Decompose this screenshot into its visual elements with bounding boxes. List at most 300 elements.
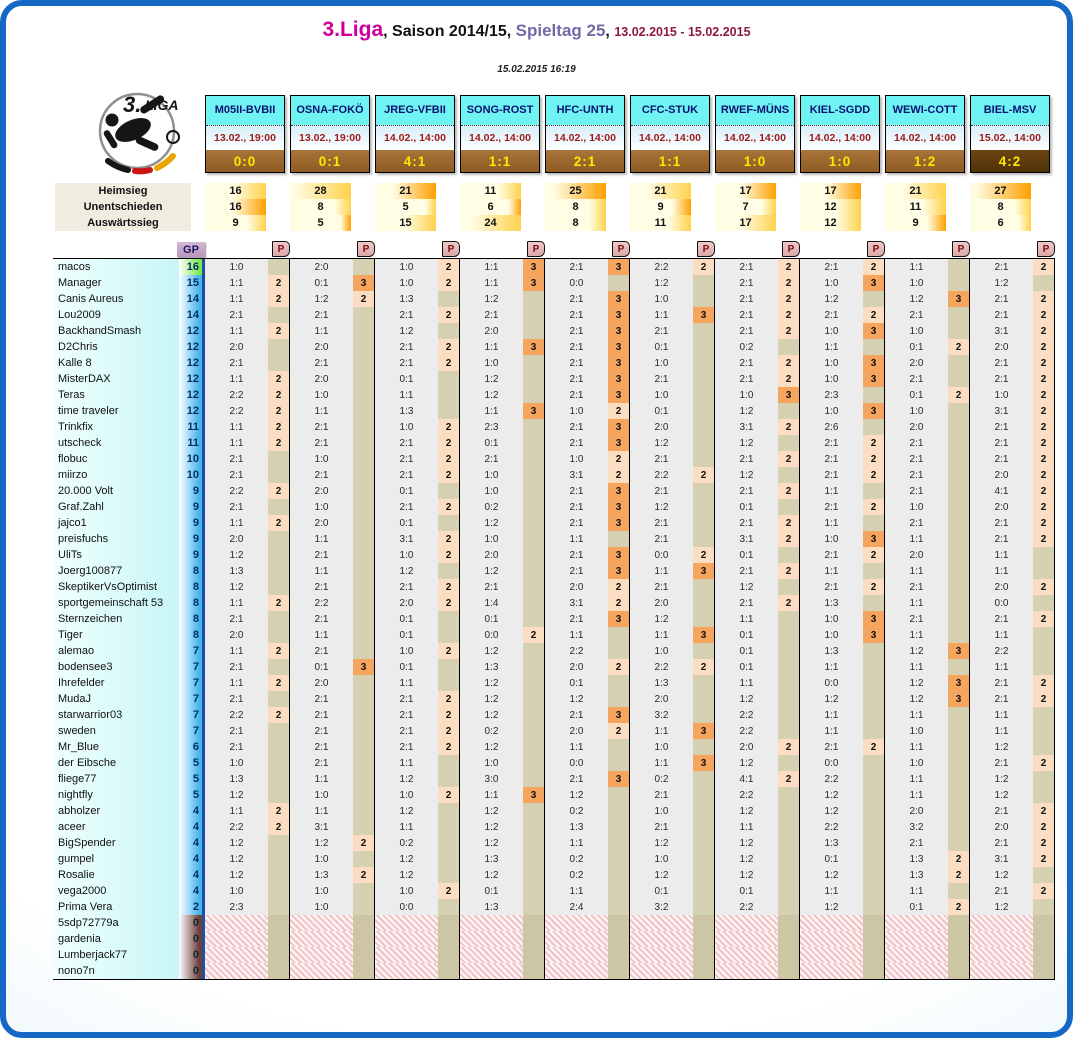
prediction-cell: 1:1	[885, 707, 948, 723]
points-cell: 3	[608, 307, 630, 323]
prediction-cell: 1:2	[715, 435, 778, 451]
points-cell	[268, 787, 290, 803]
prediction-cell-empty	[970, 931, 1033, 947]
prediction-cell: 1:2	[375, 323, 438, 339]
title-league: 3.Liga	[322, 18, 384, 41]
prediction-cell-empty	[545, 947, 608, 963]
points-cell-empty	[438, 963, 460, 979]
points-cell	[693, 435, 715, 451]
match-kickoff: 14.02., 14:00	[376, 125, 454, 151]
player-total-points: 9	[179, 483, 205, 499]
points-cell	[438, 835, 460, 851]
match-name: CFC-STUK	[631, 96, 709, 125]
prediction-cell: 2:1	[545, 291, 608, 307]
stat-count: 8	[290, 199, 351, 215]
points-cell-empty	[693, 915, 715, 931]
points-cell: 2	[268, 819, 290, 835]
points-cell	[268, 531, 290, 547]
points-cell: 2	[1033, 611, 1055, 627]
points-cell	[353, 819, 375, 835]
points-cell-empty	[608, 963, 630, 979]
player-name: vega2000	[53, 883, 179, 899]
player-total-points: 6	[179, 739, 205, 755]
prediction-cell: 2:2	[290, 595, 353, 611]
prediction-cell: 1:0	[375, 259, 438, 275]
points-cell	[778, 707, 800, 723]
points-cell	[523, 899, 545, 915]
prediction-cell: 1:3	[375, 403, 438, 419]
prediction-cell: 2:1	[375, 739, 438, 755]
points-column-header: P	[867, 241, 885, 257]
player-name: MudaJ	[53, 691, 179, 707]
stat-count: 8	[970, 199, 1031, 215]
prediction-cell: 1:0	[800, 323, 863, 339]
player-name: Tiger	[53, 627, 179, 643]
prediction-cell: 1:1	[715, 675, 778, 691]
points-cell: 2	[268, 707, 290, 723]
prediction-cell: 1:1	[460, 403, 523, 419]
player-total-points: 7	[179, 659, 205, 675]
points-cell	[268, 771, 290, 787]
points-cell	[438, 323, 460, 339]
prediction-cell: 1:0	[375, 787, 438, 803]
player-total-points: 10	[179, 467, 205, 483]
points-column-header: P	[1037, 241, 1055, 257]
prediction-cell: 1:1	[885, 659, 948, 675]
prediction-cell: 1:0	[630, 803, 693, 819]
prediction-cell: 1:2	[970, 867, 1033, 883]
points-cell: 3	[608, 483, 630, 499]
match-name: BIEL-MSV	[971, 96, 1049, 125]
points-cell-empty	[523, 947, 545, 963]
prediction-cell: 2:0	[970, 819, 1033, 835]
points-cell	[438, 819, 460, 835]
points-cell: 2	[438, 451, 460, 467]
points-cell	[1033, 867, 1055, 883]
prediction-cell: 1:0	[290, 387, 353, 403]
points-cell	[948, 739, 970, 755]
points-cell: 2	[438, 739, 460, 755]
prediction-cell: 1:1	[205, 419, 268, 435]
points-cell	[1033, 787, 1055, 803]
player-name: Sternzeichen	[53, 611, 179, 627]
points-cell: 3	[778, 387, 800, 403]
points-cell	[608, 675, 630, 691]
stat-count: 8	[545, 199, 606, 215]
points-cell	[523, 819, 545, 835]
player-name: bodensee3	[53, 659, 179, 675]
points-cell: 2	[863, 259, 885, 275]
points-cell	[438, 627, 460, 643]
points-cell	[693, 355, 715, 371]
prediction-cell: 1:2	[715, 851, 778, 867]
prediction-cell: 3:1	[970, 403, 1033, 419]
points-cell: 3	[863, 371, 885, 387]
prediction-cell: 2:1	[290, 739, 353, 755]
prediction-cell: 2:2	[205, 483, 268, 499]
points-cell	[778, 339, 800, 355]
points-cell	[353, 307, 375, 323]
points-cell	[948, 483, 970, 499]
prediction-cell: 0:1	[290, 659, 353, 675]
prediction-cell: 1:3	[375, 291, 438, 307]
prediction-cell: 2:2	[715, 723, 778, 739]
points-cell	[948, 499, 970, 515]
prediction-cell: 2:1	[885, 451, 948, 467]
match-name: SONG-ROST	[461, 96, 539, 125]
prediction-cell: 1:1	[205, 323, 268, 339]
prediction-cell: 0:1	[460, 883, 523, 899]
prediction-cell: 1:2	[970, 739, 1033, 755]
prediction-cell-empty	[460, 963, 523, 979]
prediction-cell: 2:1	[205, 467, 268, 483]
prediction-cell: 1:3	[460, 851, 523, 867]
points-cell	[523, 707, 545, 723]
points-cell	[778, 499, 800, 515]
points-cell	[778, 627, 800, 643]
points-cell	[693, 611, 715, 627]
points-cell: 3	[608, 419, 630, 435]
stat-count: 25	[545, 183, 606, 199]
prediction-cell: 2:1	[800, 499, 863, 515]
points-column-header: P	[527, 241, 545, 257]
prediction-cell: 1:2	[375, 851, 438, 867]
prediction-cell-empty	[460, 947, 523, 963]
points-cell	[948, 467, 970, 483]
prediction-cell: 2:2	[205, 707, 268, 723]
points-cell	[1033, 627, 1055, 643]
points-cell	[523, 739, 545, 755]
points-cell	[268, 835, 290, 851]
points-cell-empty	[863, 915, 885, 931]
prediction-cell: 2:1	[205, 307, 268, 323]
points-cell	[778, 851, 800, 867]
points-cell	[1033, 275, 1055, 291]
prediction-cell: 3:2	[630, 899, 693, 915]
prediction-cell: 2:1	[290, 755, 353, 771]
prediction-cell: 1:0	[290, 899, 353, 915]
points-cell: 2	[268, 675, 290, 691]
prediction-cell: 2:0	[545, 659, 608, 675]
prediction-cell: 0:2	[375, 835, 438, 851]
prediction-cell: 2:3	[460, 419, 523, 435]
points-cell	[268, 659, 290, 675]
player-name: Kalle 8	[53, 355, 179, 371]
prediction-cell: 1:3	[460, 659, 523, 675]
prediction-cell: 2:1	[290, 579, 353, 595]
prediction-cell: 2:1	[800, 547, 863, 563]
points-cell	[948, 275, 970, 291]
points-cell: 2	[1033, 259, 1055, 275]
points-cell: 2	[778, 307, 800, 323]
prediction-cell: 1:1	[375, 675, 438, 691]
points-cell	[948, 707, 970, 723]
points-cell	[523, 547, 545, 563]
points-cell: 3	[608, 259, 630, 275]
prediction-cell: 3:1	[715, 419, 778, 435]
points-cell	[778, 867, 800, 883]
points-cell: 3	[608, 355, 630, 371]
points-cell	[608, 899, 630, 915]
prediction-cell: 1:0	[630, 851, 693, 867]
prediction-cell: 1:1	[205, 275, 268, 291]
player-total-points: 8	[179, 611, 205, 627]
player-name: Teras	[53, 387, 179, 403]
prediction-cell: 2:2	[205, 403, 268, 419]
stat-count: 12	[800, 215, 861, 231]
prediction-cell: 1:2	[460, 867, 523, 883]
points-cell: 3	[693, 563, 715, 579]
prediction-cell: 2:6	[800, 419, 863, 435]
prediction-cell: 1:2	[970, 787, 1033, 803]
prediction-cell: 1:2	[460, 515, 523, 531]
points-cell: 3	[353, 275, 375, 291]
points-cell	[693, 691, 715, 707]
points-cell	[863, 835, 885, 851]
prediction-cell: 1:1	[460, 787, 523, 803]
points-cell	[353, 803, 375, 819]
match-name: WEWI-COTT	[886, 96, 964, 125]
points-cell	[948, 547, 970, 563]
prediction-cell: 2:1	[715, 275, 778, 291]
stat-count: 21	[885, 183, 946, 199]
match-result: 1:1	[461, 150, 539, 172]
points-cell	[948, 435, 970, 451]
prediction-cell: 2:2	[205, 387, 268, 403]
prediction-cell-empty	[545, 963, 608, 979]
match-name: KIEL-SGDD	[801, 96, 879, 125]
points-cell: 2	[1033, 355, 1055, 371]
points-cell	[438, 899, 460, 915]
prediction-cell: 2:1	[290, 723, 353, 739]
points-cell	[268, 355, 290, 371]
points-cell: 2	[268, 803, 290, 819]
player-total-points: 4	[179, 803, 205, 819]
prediction-cell: 2:1	[290, 643, 353, 659]
prediction-cell: 1:0	[885, 499, 948, 515]
prediction-cell: 2:0	[970, 579, 1033, 595]
points-cell: 2	[863, 451, 885, 467]
prediction-cell: 1:0	[630, 739, 693, 755]
prediction-cell: 1:1	[800, 563, 863, 579]
prediction-cell: 3:0	[460, 771, 523, 787]
player-total-points: 5	[179, 771, 205, 787]
prediction-cell: 1:1	[205, 675, 268, 691]
points-cell	[693, 883, 715, 899]
points-cell	[693, 323, 715, 339]
points-cell	[693, 819, 715, 835]
points-cell	[778, 435, 800, 451]
points-cell: 3	[608, 371, 630, 387]
points-cell: 2	[1033, 323, 1055, 339]
match-header	[970, 95, 1050, 173]
points-cell	[608, 851, 630, 867]
points-cell	[438, 291, 460, 307]
points-column-header: P	[442, 241, 460, 257]
prediction-cell: 2:1	[715, 515, 778, 531]
stat-count: 27	[970, 183, 1031, 199]
stat-count: 9	[885, 215, 946, 231]
points-cell: 3	[523, 259, 545, 275]
player-total-points: 9	[179, 547, 205, 563]
points-cell: 2	[1033, 755, 1055, 771]
points-cell	[778, 835, 800, 851]
points-cell	[353, 643, 375, 659]
points-cell	[1033, 563, 1055, 579]
prediction-cell-empty	[205, 915, 268, 931]
stat-count: 17	[715, 215, 776, 231]
points-cell	[523, 451, 545, 467]
points-cell	[523, 835, 545, 851]
prediction-cell: 2:0	[375, 595, 438, 611]
prediction-cell: 1:2	[800, 291, 863, 307]
points-cell	[353, 515, 375, 531]
prediction-cell: 1:2	[885, 675, 948, 691]
prediction-cell: 1:2	[800, 803, 863, 819]
points-cell: 2	[693, 259, 715, 275]
points-cell: 2	[1033, 291, 1055, 307]
match-header	[885, 95, 965, 173]
prediction-cell-empty	[375, 915, 438, 931]
prediction-cell: 1:1	[460, 259, 523, 275]
prediction-cell-empty	[290, 947, 353, 963]
prediction-cell: 1:4	[460, 595, 523, 611]
points-cell	[863, 643, 885, 659]
points-cell-empty	[1033, 931, 1055, 947]
points-cell: 2	[438, 787, 460, 803]
points-cell	[523, 435, 545, 451]
points-cell: 2	[268, 483, 290, 499]
points-cell: 2	[948, 339, 970, 355]
prediction-cell: 2:1	[375, 723, 438, 739]
points-cell	[608, 643, 630, 659]
points-cell: 3	[863, 611, 885, 627]
match-header	[800, 95, 880, 173]
points-cell: 2	[1033, 579, 1055, 595]
prediction-cell: 3:1	[970, 323, 1033, 339]
points-cell: 3	[608, 611, 630, 627]
prediction-cell-empty	[800, 963, 863, 979]
points-cell	[438, 371, 460, 387]
prediction-cell: 1:0	[375, 547, 438, 563]
player-total-points: 8	[179, 595, 205, 611]
points-cell	[608, 787, 630, 803]
points-cell: 2	[438, 707, 460, 723]
prediction-cell: 1:2	[715, 867, 778, 883]
points-cell	[523, 467, 545, 483]
points-cell: 2	[1033, 531, 1055, 547]
prediction-cell: 1:3	[205, 771, 268, 787]
points-cell-empty	[778, 915, 800, 931]
points-cell	[948, 403, 970, 419]
prediction-cell-empty	[630, 947, 693, 963]
prediction-cell: 2:0	[460, 323, 523, 339]
points-cell	[693, 419, 715, 435]
prediction-cell: 2:1	[630, 531, 693, 547]
points-cell: 3	[523, 339, 545, 355]
points-cell	[863, 819, 885, 835]
prediction-cell: 2:1	[715, 451, 778, 467]
prediction-cell: 2:1	[715, 259, 778, 275]
points-cell	[268, 307, 290, 323]
player-name: alemao	[53, 643, 179, 659]
prediction-cell: 2:1	[545, 307, 608, 323]
player-total-points: 2	[179, 899, 205, 915]
prediction-cell: 1:1	[885, 883, 948, 899]
points-cell: 3	[608, 547, 630, 563]
points-cell: 2	[438, 883, 460, 899]
prediction-cell: 1:0	[800, 403, 863, 419]
player-total-points: 0	[179, 915, 205, 931]
points-cell	[353, 579, 375, 595]
player-total-points: 12	[179, 339, 205, 355]
points-cell	[523, 755, 545, 771]
prediction-cell: 2:1	[290, 307, 353, 323]
prediction-cell: 0:1	[800, 851, 863, 867]
prediction-cell: 1:1	[290, 771, 353, 787]
points-cell: 2	[608, 403, 630, 419]
prediction-cell: 2:1	[375, 691, 438, 707]
points-cell	[353, 403, 375, 419]
points-cell	[608, 803, 630, 819]
points-cell	[268, 611, 290, 627]
points-cell	[353, 499, 375, 515]
player-total-points: 7	[179, 723, 205, 739]
points-cell	[778, 819, 800, 835]
points-cell	[353, 771, 375, 787]
prediction-cell: 1:1	[885, 787, 948, 803]
prediction-cell: 1:2	[630, 499, 693, 515]
prediction-cell: 1:2	[970, 771, 1033, 787]
points-cell	[523, 595, 545, 611]
prediction-cell: 1:2	[800, 691, 863, 707]
prediction-cell: 1:1	[630, 563, 693, 579]
prediction-cell: 2:1	[885, 467, 948, 483]
prediction-cell: 2:2	[545, 643, 608, 659]
prediction-cell: 1:1	[375, 755, 438, 771]
prediction-cell: 0:2	[630, 771, 693, 787]
points-cell	[948, 819, 970, 835]
points-cell	[948, 595, 970, 611]
prediction-cell: 2:2	[715, 899, 778, 915]
points-cell-empty	[438, 947, 460, 963]
prediction-cell: 1:0	[885, 723, 948, 739]
points-cell: 3	[863, 323, 885, 339]
player-total-points: 12	[179, 403, 205, 419]
points-cell	[438, 675, 460, 691]
points-cell	[693, 867, 715, 883]
prediction-cell-empty	[970, 947, 1033, 963]
points-cell	[353, 547, 375, 563]
match-header	[290, 95, 370, 173]
prediction-cell: 1:2	[630, 835, 693, 851]
prediction-cell: 1:2	[715, 755, 778, 771]
prediction-cell: 2:0	[630, 419, 693, 435]
points-cell: 2	[438, 643, 460, 659]
points-cell: 2	[1033, 451, 1055, 467]
player-total-points: 8	[179, 579, 205, 595]
points-cell	[693, 595, 715, 611]
points-cell	[523, 851, 545, 867]
points-cell	[693, 371, 715, 387]
prediction-cell: 1:2	[630, 611, 693, 627]
points-cell: 2	[778, 483, 800, 499]
points-cell	[268, 547, 290, 563]
match-result: 1:0	[801, 150, 879, 172]
points-cell	[1033, 899, 1055, 915]
points-cell-empty	[523, 963, 545, 979]
points-cell-empty	[268, 915, 290, 931]
